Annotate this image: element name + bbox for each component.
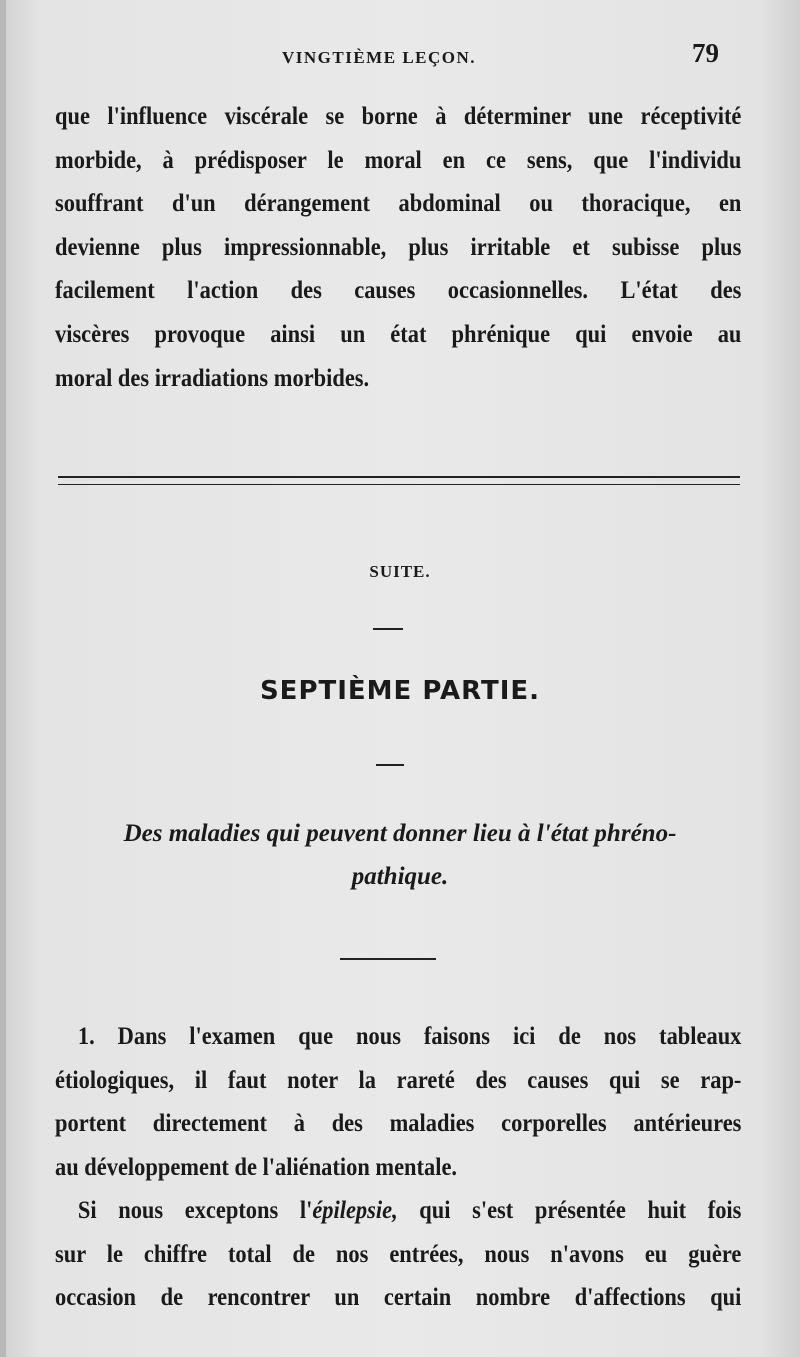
italic-term: épilepsie, bbox=[312, 1195, 398, 1224]
short-rule bbox=[376, 764, 404, 766]
text-fragment: Si nous exceptons l' bbox=[77, 1195, 313, 1224]
text-line: 1. Dans l'examen que nous faisons ici de nos tableaux bbox=[77, 1021, 742, 1050]
text-line: viscères provoque ainsi un état phrénique qui envoie au bbox=[55, 318, 742, 348]
text-line: sur le chiffre total de nos entrées, nous n'avons eu guère bbox=[55, 1238, 742, 1268]
text-line: au développement de l'aliénation mentale. bbox=[55, 1151, 458, 1181]
paragraph-3 bbox=[55, 1188, 741, 1319]
paragraph-2 bbox=[55, 1014, 741, 1188]
suite-heading: SUITE. bbox=[369, 562, 431, 581]
text-line: que l'influence viscérale se borne à déterminer une réceptivité bbox=[55, 101, 742, 130]
text-line: occasion de rencontrer un certain nombre d'affections qui bbox=[55, 1282, 742, 1312]
text-line: portent directement à des maladies corporelles antérieures bbox=[55, 1108, 742, 1138]
section-divider bbox=[58, 476, 740, 485]
running-head: VINGTIÈME LEÇON. bbox=[282, 48, 477, 67]
text-line: souffrant d'un dérangement abdominal ou thoracique, en bbox=[55, 188, 742, 218]
text-line: étiologiques, il faut noter la rareté des causes qui se rap- bbox=[55, 1064, 742, 1094]
paragraph-1 bbox=[55, 94, 741, 399]
text-line bbox=[55, 1188, 741, 1232]
chapter-title bbox=[60, 812, 740, 898]
short-rule bbox=[373, 628, 403, 630]
text-line: morbide, à prédisposer le moral en ce sens, que l'individu bbox=[55, 144, 742, 174]
chapter-title-line: Des maladies qui peuvent donner lieu à l'état phréno- bbox=[123, 820, 677, 847]
page-number: 79 bbox=[692, 38, 719, 68]
text-line: devienne plus impressionnable, plus irritable et subisse plus bbox=[55, 231, 742, 261]
text-line: moral des irradiations morbides. bbox=[55, 362, 370, 392]
short-rule bbox=[340, 958, 436, 960]
chapter-title-line: pathique. bbox=[351, 863, 449, 890]
text-line: facilement l'action des causes occasionnelles. L'état des bbox=[55, 275, 742, 305]
part-title: SEPTIÈME PARTIE. bbox=[259, 676, 541, 706]
text-fragment: qui s'est présentée huit fois bbox=[397, 1195, 742, 1224]
